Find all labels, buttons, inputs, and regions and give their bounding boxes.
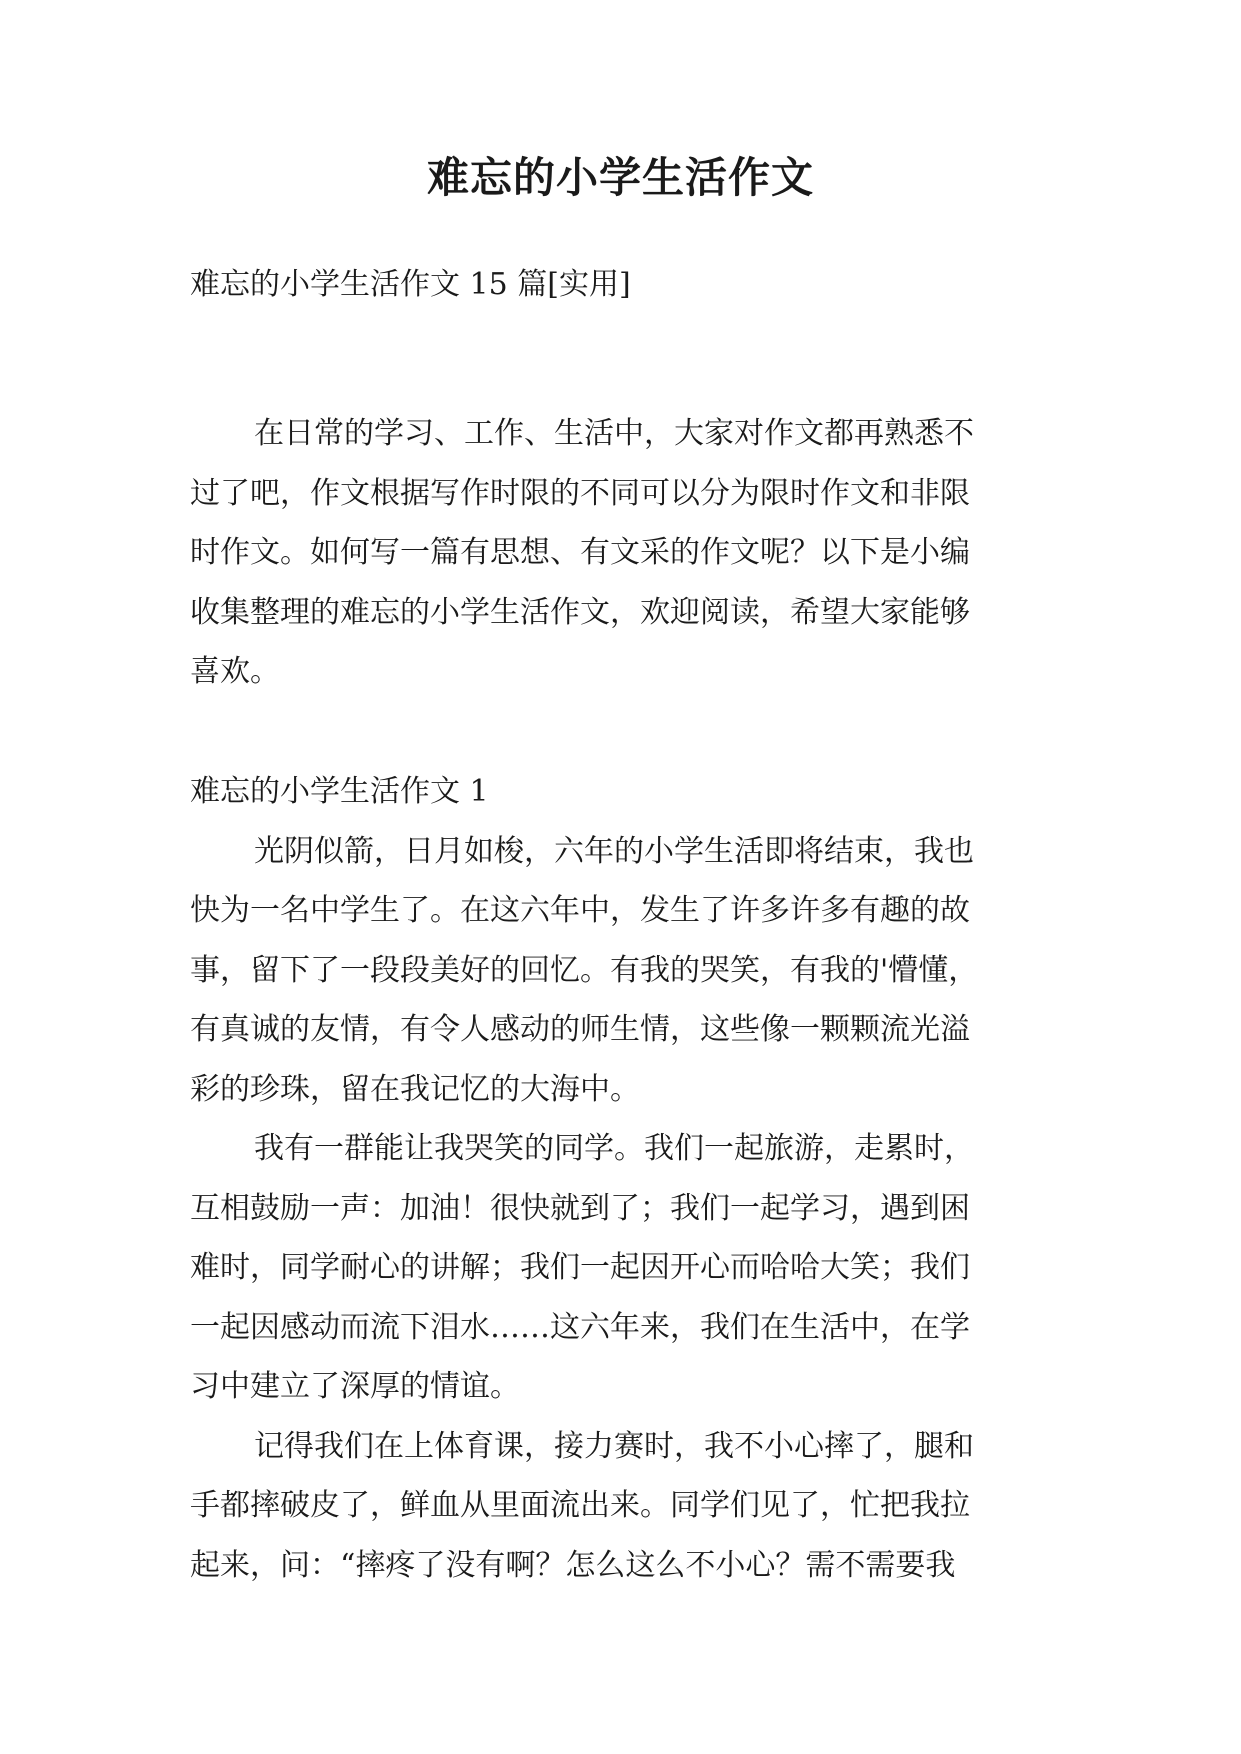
intro-line: 喜欢。 (190, 654, 280, 689)
section-heading: 难忘的小学生活作文 1 (190, 774, 489, 809)
paragraph-1-line: 事，留下了一段段美好的回忆。有我的哭笑，有我的'懵懂， (190, 952, 979, 988)
paragraph-2-line: 互相鼓励一声：加油！很快就到了；我们一起学习，遇到困 (190, 1190, 970, 1226)
paragraph-2-line: 难时，同学耐心的讲解；我们一起因开心而哈哈大笑；我们 (190, 1250, 970, 1285)
paragraph-2-line: 习中建立了深厚的情谊。 (190, 1369, 520, 1404)
intro-paragraph (190, 404, 1050, 702)
paragraph-1-line: 彩的珍珠，留在我记忆的大海中。 (190, 1071, 640, 1107)
paragraph-3-line: 手都摔破皮了，鲜血从里面流出来。同学们见了，忙把我拉 (190, 1488, 970, 1523)
paragraph-2-line: 一起因感动而流下泪水……这六年来，我们在生活中，在学 (190, 1309, 970, 1345)
intro-line: 在日常的学习、工作、生活中，大家对作文都再熟悉不 (254, 416, 974, 451)
paragraph-1-line: 光阴似箭，日月如梭，六年的小学生活即将结束，我也 (254, 833, 974, 869)
article-1 (190, 762, 1050, 1595)
document-title: 难忘的小学生活作文 (426, 153, 814, 202)
document-subtitle: 难忘的小学生活作文 15 篇[实用] (190, 267, 631, 302)
paragraph-3-line: 起来，问：“摔疼了没有啊？怎么这么不小心？需不需要我 (190, 1547, 956, 1583)
paragraph-1-line: 有真诚的友情，有令人感动的师生情，这些像一颗颗流光溢 (190, 1012, 970, 1047)
paragraph-2-line: 我有一群能让我哭笑的同学。我们一起旅游，走累时， (254, 1131, 974, 1166)
paragraph-3-line: 记得我们在上体育课，接力赛时，我不小心摔了，腿和 (254, 1428, 974, 1464)
intro-line: 收集整理的难忘的小学生活作文，欢迎阅读，希望大家能够 (190, 594, 970, 630)
intro-line: 过了吧，作文根据写作时限的不同可以分为限时作文和非限 (190, 475, 970, 511)
intro-line: 时作文。如何写一篇有思想、有文采的作文呢？以下是小编 (190, 535, 970, 570)
paragraph-1-line: 快为一名中学生了。在这六年中，发生了许多许多有趣的故 (190, 893, 970, 928)
